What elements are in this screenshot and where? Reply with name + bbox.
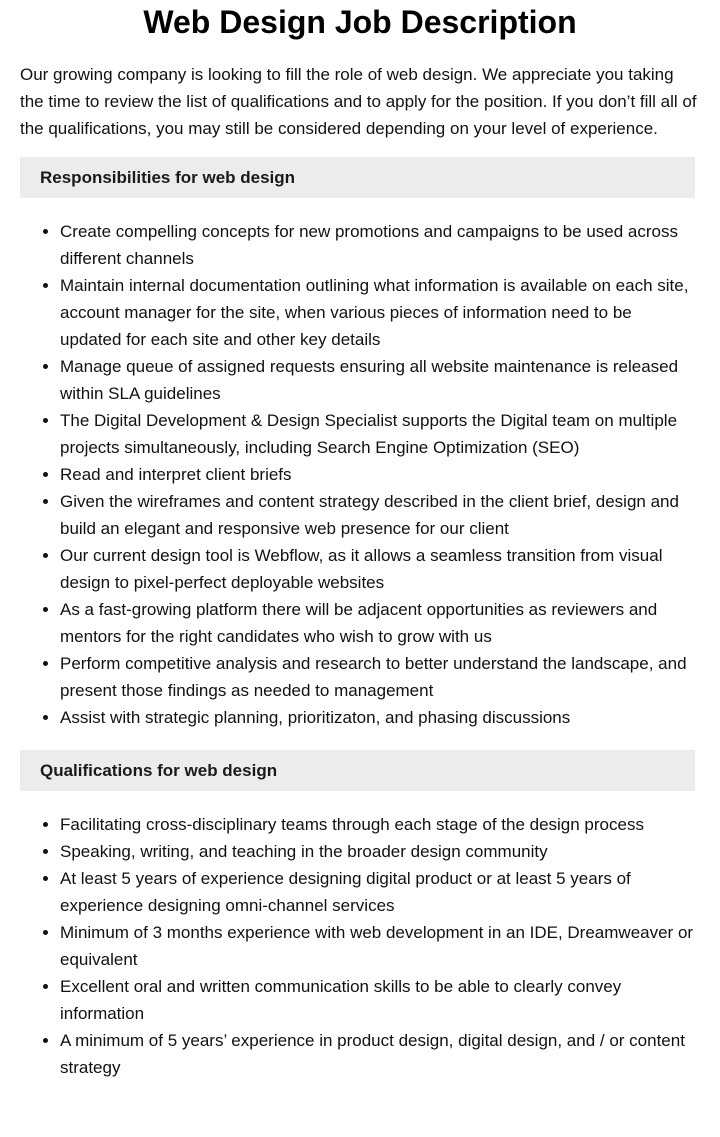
list-item: • Manage queue of assigned requests ensuring all website maintenance is released within SLA guidelines — [60, 353, 695, 407]
list-item: • Read and interpret client briefs — [60, 461, 695, 488]
list-item: • Create compelling concepts for new promotions and campaigns to be used across different channels — [60, 218, 695, 272]
list-item: • Perform competitive analysis and research to better understand the landscape, and present those findings as needed to management — [60, 650, 695, 704]
qualifications-list — [20, 811, 695, 1081]
list-item: • At least 5 years of experience designing digital product or at least 5 years of experience designing omni-channel services — [60, 865, 695, 919]
intro-paragraph: Our growing company is looking to fill the role of web design. We appreciate you taking the time to review the list of qualifications and to apply for the position. If you don’t fill all of the qualifications, you may still be considered depending on your level of experience. — [20, 65, 697, 138]
list-item: • Given the wireframes and content strategy described in the client brief, design and build an elegant and responsive web presence for our client — [60, 488, 695, 542]
list-item: • As a fast-growing platform there will be adjacent opportunities as reviewers and mentors for the right candidates who wish to grow with us — [60, 596, 695, 650]
list-item: • Excellent oral and written communication skills to be able to clearly convey information — [60, 973, 695, 1027]
list-item: • Our current design tool is Webflow, as it allows a seamless transition from visual design to pixel-perfect deployable websites — [60, 542, 695, 596]
list-item: • Facilitating cross-disciplinary teams through each stage of the design process — [60, 811, 695, 838]
list-item: • Assist with strategic planning, prioritizaton, and phasing discussions — [60, 704, 695, 731]
list-item: • A minimum of 5 years’ experience in product design, digital design, and / or content strategy — [60, 1027, 695, 1081]
page-title: Web Design Job Description — [143, 4, 577, 40]
qualifications-heading: Qualifications for web design — [20, 750, 695, 791]
list-item: • Maintain internal documentation outlining what information is available on each site, account manager for the site, when various pieces of information need to be updated for each site and other key details — [60, 272, 695, 353]
list-item: • Speaking, writing, and teaching in the broader design community — [60, 838, 695, 865]
responsibilities-list — [20, 218, 695, 731]
responsibilities-heading: Responsibilities for web design — [20, 157, 695, 198]
list-item: • The Digital Development & Design Specialist supports the Digital team on multiple projects simultaneously, including Search Engine Optimization (SEO) — [60, 407, 695, 461]
list-item: • Minimum of 3 months experience with web development in an IDE, Dreamweaver or equivalent — [60, 919, 695, 973]
